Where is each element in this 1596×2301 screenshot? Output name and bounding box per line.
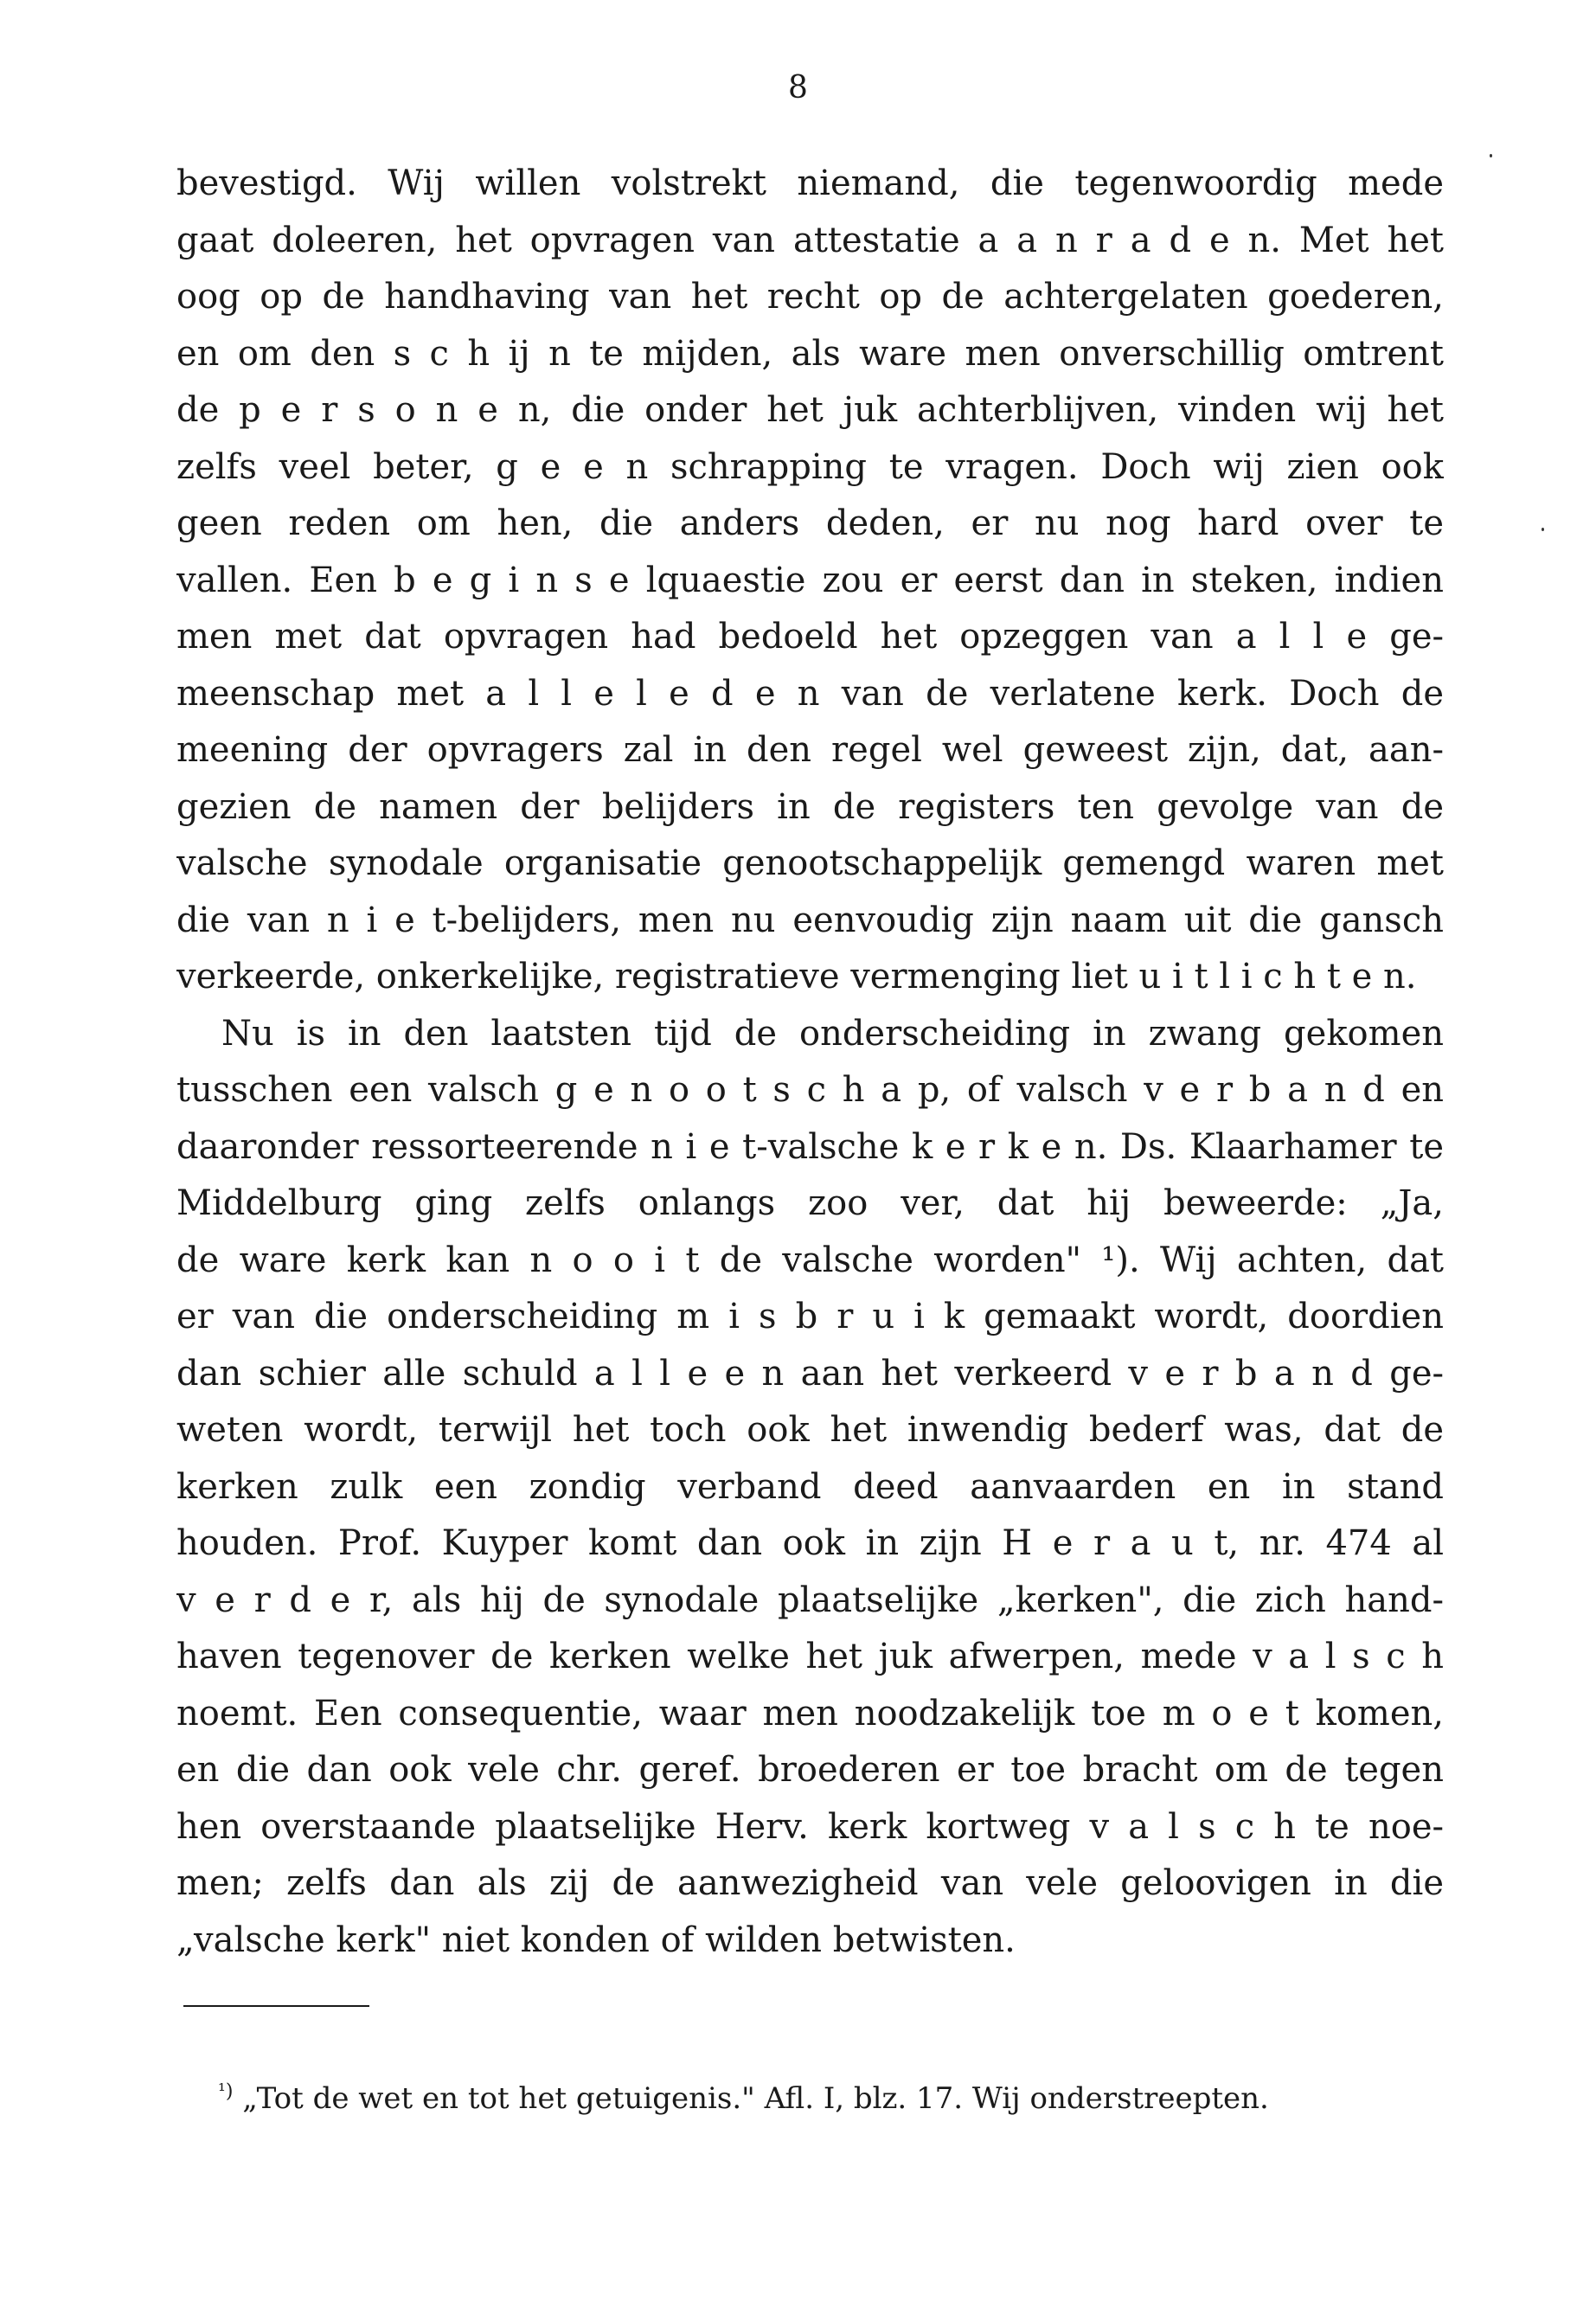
text-line: houden. Prof. Kuyper komt dan ook in zijn H e r a u t, nr. 474 al [176, 1523, 1444, 1563]
text-line: en om den s c h ij n te mijden, als ware men onverschillig omtrent [176, 333, 1444, 374]
text-line: oog op de handhaving van het recht op de achtergelaten goederen, [176, 277, 1444, 317]
body-text [176, 156, 1444, 1969]
text-line: bevestigd. Wij willen volstrekt niemand, die tegenwoordig mede [176, 163, 1444, 203]
text-line: weten wordt, terwijl het toch ook het inwendig bederf was, dat de [176, 1410, 1444, 1450]
text-line: men met dat opvragen had bedoeld het opzeggen van a l l e ge- [176, 617, 1444, 657]
text-line: gezien de namen der belijders in de registers ten gevolge van de [176, 786, 1444, 827]
text-line: die van n i e t-belijders, men nu eenvoudig zijn naam uit die gansch [176, 900, 1444, 940]
text-line: hen overstaande plaatselijke Herv. kerk kortweg v a l s c h te noe- [176, 1806, 1444, 1847]
text-line: meening der opvragers zal in den regel wel geweest zijn, dat, aan- [176, 730, 1444, 770]
text-line: en die dan ook vele chr. geref. broederen er toe bracht om de tegen [176, 1750, 1444, 1790]
print-speck [1490, 154, 1492, 157]
text-line: daaronder ressorteerende n i e t-valsche k e r k e n. Ds. Klaarhamer te [176, 1126, 1444, 1167]
footnote-divider [183, 2005, 369, 2007]
footnote-text: „Tot de wet en tot het getuigenis." Afl. I, blz. 17. Wij onderstreepten. [242, 2081, 1269, 2116]
text-line: dan schier alle schuld a l l e e n aan het verkeerd v e r b a n d ge- [176, 1353, 1444, 1394]
text-line: Middelburg ging zelfs onlangs zoo ver, dat hij beweerde: „Ja, [176, 1183, 1444, 1223]
text-line: tusschen een valsch g e n o o t s c h a p, of valsch v e r b a n d en [176, 1070, 1444, 1110]
text-line: meenschap met a l l e l e d e n van de verlatene kerk. Doch de [176, 673, 1444, 714]
text-line: men; zelfs dan als zij de aanwezigheid van vele geloovigen in die [176, 1863, 1444, 1903]
text-line: de p e r s o n e n, die onder het juk achterblijven, vinden wij het [176, 390, 1444, 430]
print-speck [1542, 528, 1544, 531]
text-line: geen reden om hen, die anders deden, er nu nog hard over te [176, 503, 1444, 543]
page-number: 8 [788, 70, 808, 106]
text-line: valsche synodale organisatie genootschappelijk gemengd waren met [176, 843, 1444, 883]
text-line: er van die onderscheiding m i s b r u i k gemaakt wordt, doordien [176, 1297, 1444, 1336]
text-line: „valsche kerk" niet konden of wilden betwisten. [176, 1920, 1016, 1960]
footnote [218, 2078, 1446, 2119]
footnote-marker: ¹) [218, 2080, 234, 2103]
text-line: de ware kerk kan n o o i t de valsche worden" ¹). Wij achten, dat [176, 1240, 1444, 1280]
text-line: vallen. Een b e g i n s e lquaestie zou er eerst dan in steken, indien [176, 560, 1444, 600]
text-line: haven tegenover de kerken welke het juk afwerpen, mede v a l s c h [176, 1637, 1444, 1676]
text-line: verkeerde, onkerkelijke, registratieve vermenging liet u i t l i c h t e n. [176, 957, 1417, 997]
text-line: v e r d e r, als hij de synodale plaatselijke „kerken", die zich hand- [176, 1580, 1444, 1620]
text-line: noemt. Een consequentie, waar men noodzakelijk toe m o e t komen, [176, 1693, 1444, 1734]
text-line: gaat doleeren, het opvragen van attestatie a a n r a d e n. Met het [176, 220, 1444, 260]
paragraph-start-line: Nu is in den laatsten tijd de onderscheiding in zwang gekomen [221, 1013, 1444, 1054]
text-line: zelfs veel beter, g e e n schrapping te vragen. Doch wij zien ook [176, 446, 1444, 487]
text-line: kerken zulk een zondig verband deed aanvaarden en in stand [176, 1466, 1444, 1507]
